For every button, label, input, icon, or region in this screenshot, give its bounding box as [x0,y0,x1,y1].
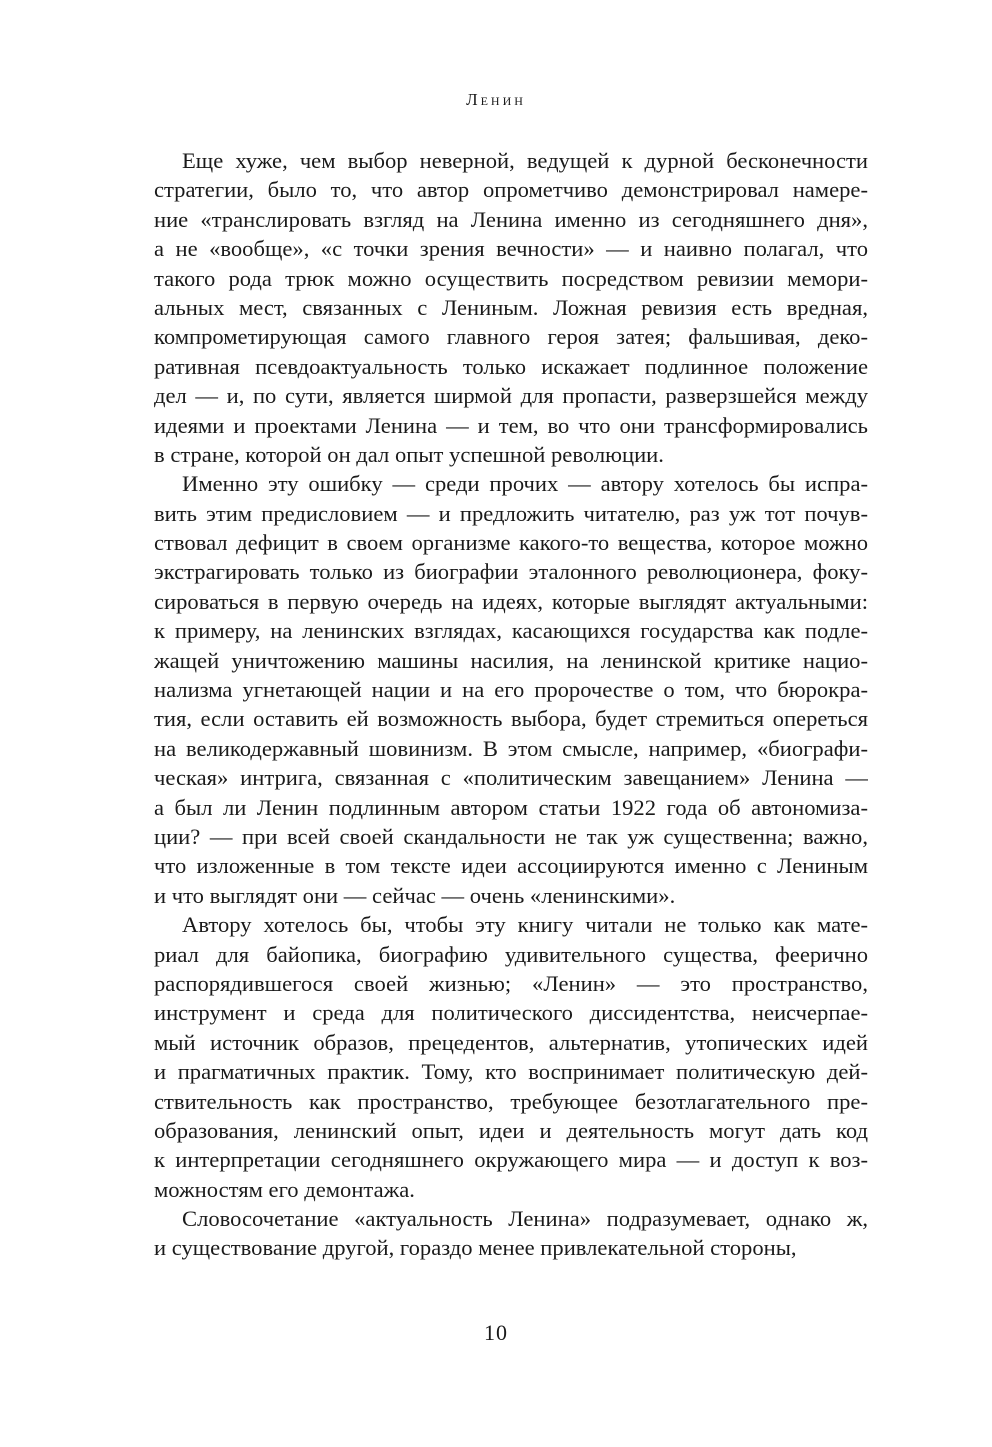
text-line: распорядившегося своей жизнью; «Ленин» — это пространство, [154,970,868,996]
text-line: нализма угнетающей нации и на его пророчестве о том, что бюрокра- [154,677,868,703]
text-line: инструмент и среда для политического диссидентства, неисчерпае- [154,1000,868,1026]
body-text [154,146,868,1263]
text-line: образования, ленинский опыт, идеи и деятельность могут дать код [154,1117,868,1143]
text-line: тия, если оставить ей возможность выбора, будет стремиться опереться [154,706,868,732]
text-line: и что выглядят они — сейчас — очень «ленинскими». [154,882,676,908]
text-line: Автору хотелось бы, чтобы эту книгу читали не только как мате- [182,912,868,938]
text-line: компрометирующая самого главного героя затея; фальшивая, деко- [154,324,868,350]
text-line: ческая» интрига, связанная с «политическим завещанием» Ленина — [154,765,868,791]
text-line: вить этим предисловием — и предложить читателю, раз уж тот почув- [154,500,868,526]
text-line: ствовал дефицит в своем организме какого-то вещества, которое можно [154,530,868,556]
text-line: сироваться в первую очередь на идеях, которые выглядят актуальными: [154,588,868,614]
text-line: ствительность как пространство, требующее безотлагательного пре- [154,1088,868,1114]
paragraph [154,1204,868,1263]
text-line: альных мест, связанных с Лениным. Ложная ревизия есть вредная, [154,294,868,320]
paragraph [154,469,868,910]
text-line: к примеру, на ленинских взглядах, касающихся государства как подле- [154,618,868,644]
text-line: к интерпретации сегодняшнего окружающего мира — и доступ к воз- [154,1147,868,1173]
text-line: такого рода трюк можно осуществить посредством ревизии мемори- [154,265,868,291]
text-line: дел — и, по сути, является ширмой для пропасти, разверзшейся между [154,383,868,409]
text-line: стратегии, было то, что автор опрометчиво демонстрировал намере- [154,177,868,203]
text-line: что изложенные в том тексте идеи ассоциируются именно с Лениным [154,853,868,879]
text-line: Еще хуже, чем выбор неверной, ведущей к дурной бесконечности [182,148,868,173]
text-line: и прагматичных практик. Тому, кто воспринимает политическую дей- [154,1059,868,1085]
text-line: идеями и проектами Ленина — и тем, во что они трансформировались [154,412,868,438]
text-line: риал для байопика, биографию удивительного существа, феерично [154,941,868,967]
text-line: в стране, которой он дал опыт успешной революции. [154,441,664,467]
text-line: мый источник образов, прецедентов, альтернатив, утопических идей [154,1029,868,1055]
text-line: Словосочетание «актуальность Ленина» подразумевает, однако ж, [182,1206,868,1232]
text-line: и существование другой, гораздо менее привлекательной стороны, [154,1235,797,1261]
text-line: экстрагировать только из биографии эталонного революционера, фоку- [154,559,868,585]
running-head: Ленин [466,90,526,109]
text-line: ции? — при всей своей скандальности не так уж существенна; важно, [154,823,868,849]
text-line: ние «транслировать взгляд на Ленина именно из сегодняшнего дня», [154,206,868,232]
text-line: можностям его демонтажа. [154,1176,415,1202]
paragraph [154,146,868,469]
text-line: ративная псевдоактуальность только искажает подлинное положение [154,353,868,379]
text-line: Именно эту ошибку — среди прочих — автору хотелось бы испра- [182,471,868,497]
text-line: а был ли Ленин подлинным автором статьи 1922 года об автономиза- [154,794,868,820]
text-line: жащей уничтожению машины насилия, на ленинской критике нацио- [154,647,868,673]
paragraph [154,910,868,1204]
text-line: а не «вообще», «с точки зрения вечности» — и наивно полагал, что [154,236,868,262]
page-number: 10 [484,1320,508,1345]
text-line: на великодержавный шовинизм. В этом смысле, например, «биографи- [154,735,868,761]
